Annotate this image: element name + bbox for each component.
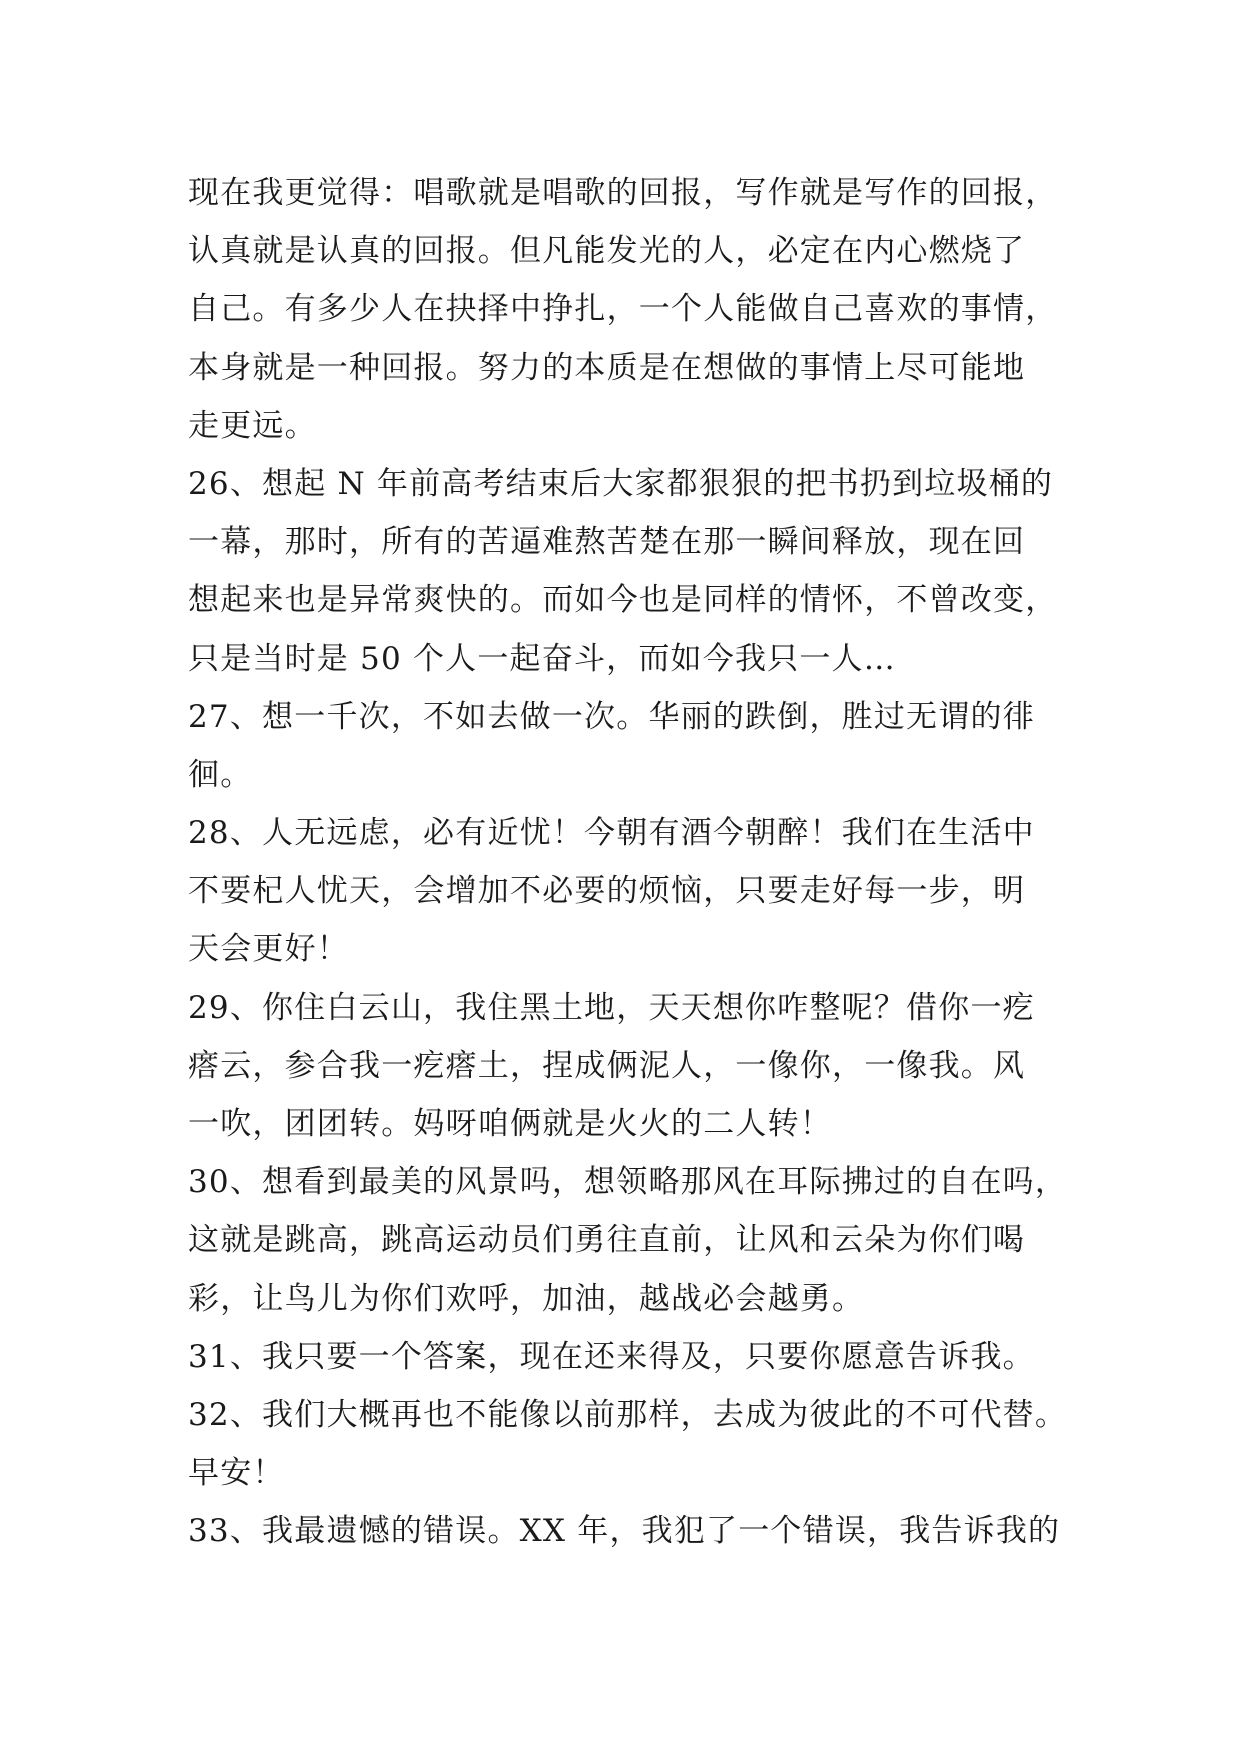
text-line: 27、想一千次，不如去做一次。华丽的跌倒，胜过无谓的徘 [188,698,1035,735]
text-line: 想起来也是异常爽快的。而如今也是同样的情怀，不曾改变， [188,582,1058,619]
text-line: 28、人无远虑，必有近忧！今朝有酒今朝醉！我们在生活中 [188,815,1035,852]
text-line: 只是当时是 50 个人一起奋斗，而如今我只一人… [188,640,896,677]
text-line: 彩，让鸟儿为你们欢呼，加油，越战必会越勇。 [188,1280,865,1317]
text-line: 30、想看到最美的风景吗，想领略那风在耳际拂过的自在吗， [188,1164,1068,1201]
text-line: 这就是跳高，跳高运动员们勇往直前，让风和云朵为你们喝 [188,1222,1026,1259]
text-line: 认真就是认真的回报。但凡能发光的人，必定在内心燃烧了 [188,233,1026,270]
text-line: 一幕，那时，所有的苦逼难熬苦楚在那一瞬间释放，现在回 [188,524,1026,561]
text-line: 本身就是一种回报。努力的本质是在想做的事情上尽可能地 [188,349,1026,386]
text-line: 29、你住白云山，我住黑土地，天天想你咋整呢？借你一疙 [188,989,1035,1026]
text-line: 天会更好！ [188,931,349,968]
text-line: 26、想起 N 年前高考结束后大家都狠狠的把书扔到垃圾桶的 [188,465,1054,502]
text-line: 31、我只要一个答案，现在还来得及，只要你愿意告诉我。 [188,1338,1035,1375]
text-line: 32、我们大概再也不能像以前那样，去成为彼此的不可代替。 [188,1396,1068,1433]
text-line: 不要杞人忧天，会增加不必要的烦恼，只要走好每一步，明 [188,873,1026,910]
text-line: 走更远。 [188,407,317,444]
text-line: 自己。有多少人在抉择中挣扎，一个人能做自己喜欢的事情， [188,291,1058,328]
text-line: 早安！ [188,1455,285,1492]
text-line: 现在我更觉得：唱歌就是唱歌的回报，写作就是写作的回报， [188,175,1058,211]
document-body [188,164,1068,1561]
text-line: 33、我最遗憾的错误。XX 年，我犯了一个错误，我告诉我的 [188,1513,1061,1550]
text-line: 一吹，团团转。妈呀咱俩就是火火的二人转！ [188,1106,832,1142]
text-line: 瘩云，参合我一疙瘩土，捏成俩泥人，一像你，一像我。风 [188,1047,1026,1084]
text-line: 徊。 [188,756,253,793]
